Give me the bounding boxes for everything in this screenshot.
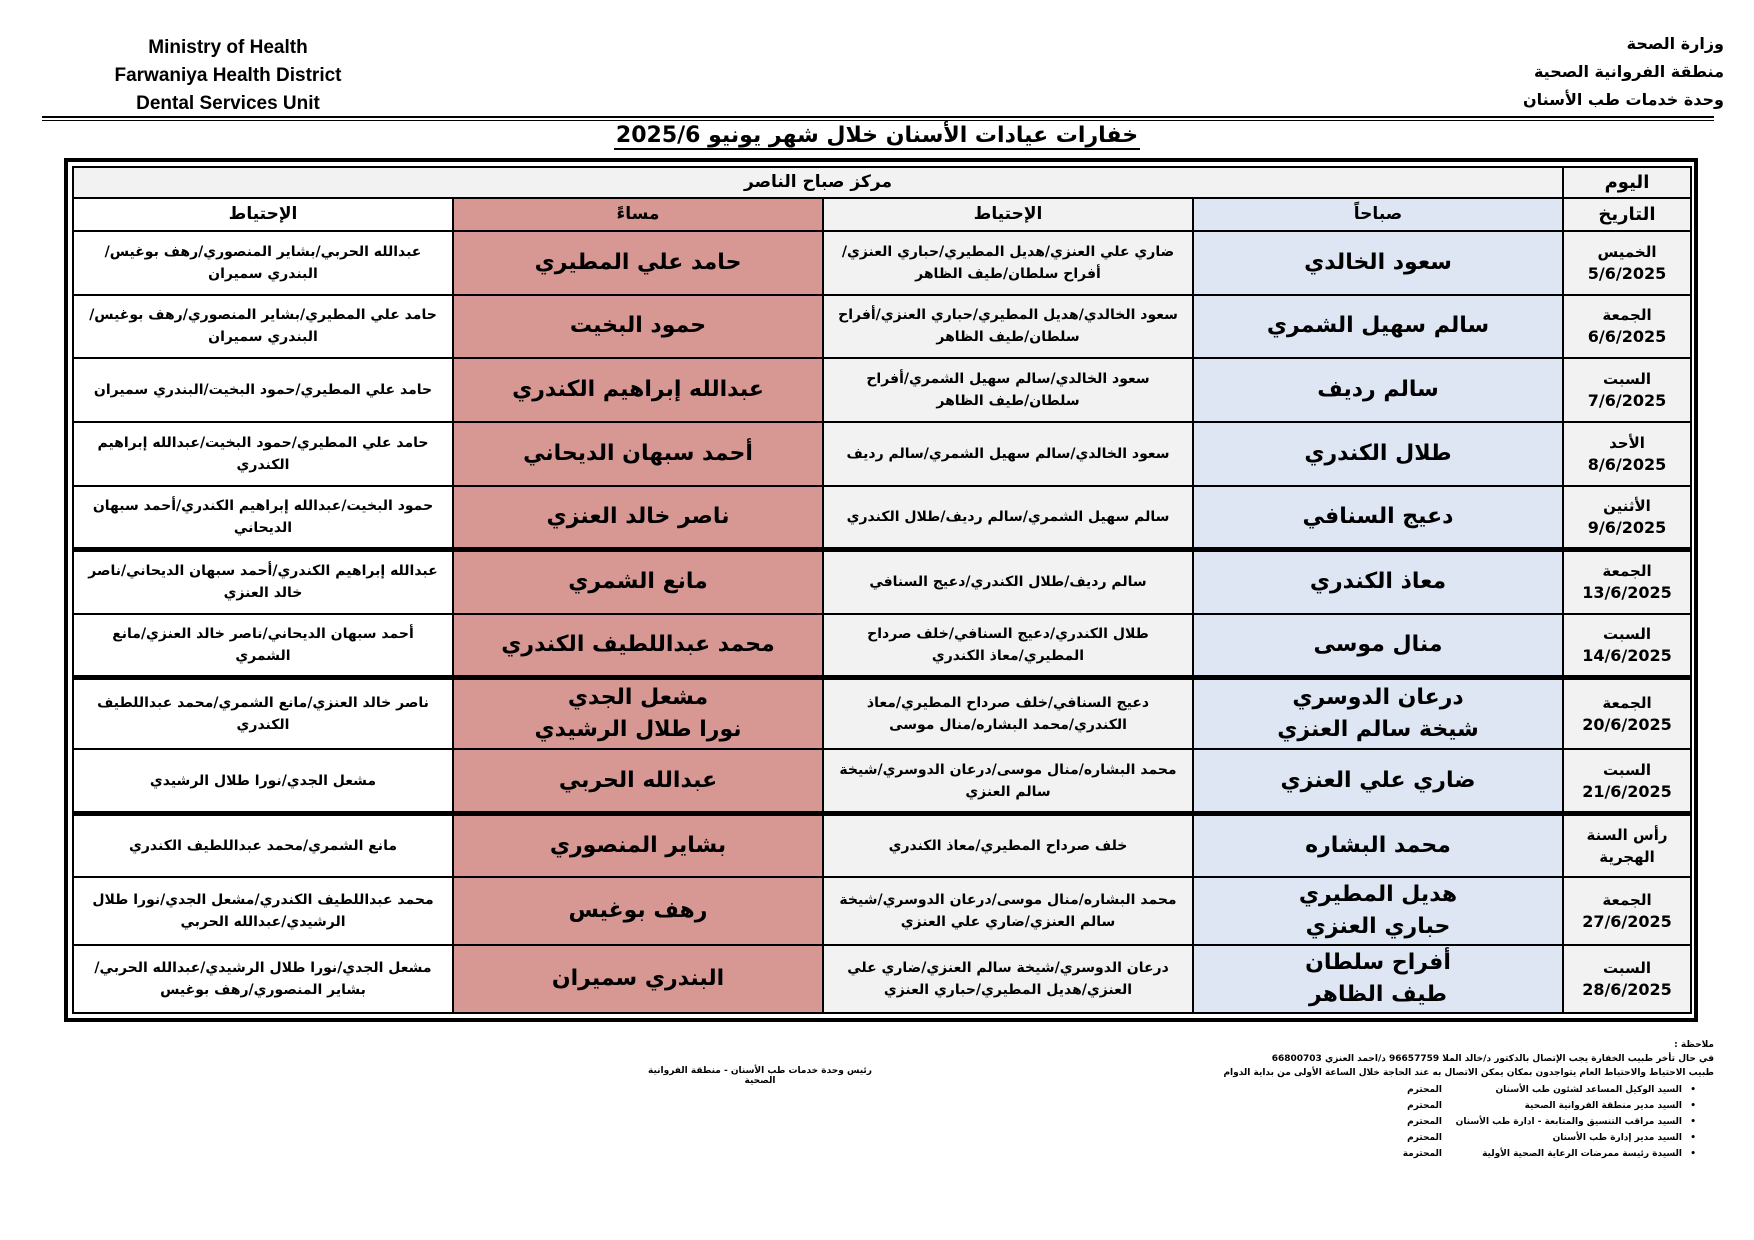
- cc-recipient: السيدة رئيسة ممرضات الرعاية الصحية الأولية: [1482, 1149, 1682, 1159]
- evening-doctor-cell: [453, 422, 823, 486]
- day-name: الجمعة: [1602, 562, 1652, 581]
- reserve-morning-cell: خلف صرداح المطيري/معاذ الكندري: [823, 813, 1193, 877]
- reserve-morning-cell: طلال الكندري/دعيج السنافي/خلف صرداح المطيري/معاذ الكندري: [823, 614, 1193, 678]
- reserve-morning-cell: سالم سهيل الشمري/سالم رديف/طلال الكندري: [823, 486, 1193, 550]
- reserve-evening-cell: مشعل الجدي/نورا طلال الرشيدي/عبدالله الحربي/بشاير المنصوري/رهف بوغيس: [73, 945, 453, 1013]
- day-name: الأحد: [1609, 434, 1645, 453]
- day-cell: [1563, 422, 1691, 486]
- morning-doctor-cell: [1193, 486, 1563, 550]
- day-cell: [1563, 358, 1691, 422]
- english-header: [108, 34, 348, 118]
- page-title-text: خفارات عيادات الأسنان خلال شهر يونيو 2025/6: [615, 123, 1139, 148]
- reserve-morning-cell: ضاري علي العنزي/هديل المطيري/حباري العنزي/أفراح سلطان/طيف الظاهر: [823, 231, 1193, 295]
- date-value: 20/6/2025: [1582, 715, 1672, 735]
- date-value: 28/6/2025: [1582, 979, 1672, 999]
- morning-doctor-name: حباري العنزي: [1305, 913, 1451, 939]
- date-value: 13/6/2025: [1582, 583, 1672, 603]
- morning-doctor-cell: [1193, 550, 1563, 614]
- cc-honorific: المحترمة: [1402, 1149, 1442, 1159]
- schedule-row: [73, 358, 1691, 422]
- day-cell: [1563, 550, 1691, 614]
- notes-line-2: طبيب الاحتياط والاحتياط العام يتواجدون بمكان يمكن الاتصال به عند الحاجة خلال الساعة الأولى من بداية الدوام: [1223, 1068, 1714, 1078]
- day-cell: [1563, 677, 1691, 749]
- day-name: الجمعة: [1602, 306, 1652, 325]
- bullet-icon: •: [1690, 1133, 1696, 1143]
- reserve-evening-cell: مشعل الجدي/نورا طلال الرشيدي: [73, 749, 453, 813]
- day-name: الجمعة: [1602, 694, 1652, 713]
- cc-item: [1214, 1098, 1696, 1114]
- day-cell: [1563, 813, 1691, 877]
- cc-honorific: المحترم: [1407, 1117, 1442, 1127]
- schedule-row: [73, 877, 1691, 945]
- evening-doctor-name: ناصر خالد العنزي: [546, 504, 730, 530]
- schedule-row: [73, 486, 1691, 550]
- evening-doctor-name: بشاير المنصوري: [549, 832, 727, 858]
- reserve-evening-cell: عبدالله إبراهيم الكندري/أحمد سبهان الديحاني/ناصر خالد العنزي: [73, 550, 453, 614]
- morning-doctor-cell: [1193, 614, 1563, 678]
- reserve-morning-cell: دعيج السنافي/خلف صرداح المطيري/معاذ الكندري/محمد البشاره/منال موسى: [823, 677, 1193, 749]
- cc-recipient: السيد مدير إدارة طب الأسنان: [1552, 1133, 1682, 1143]
- cc-item: [1214, 1114, 1696, 1130]
- morning-doctor-cell: [1193, 877, 1563, 945]
- duty-schedule-table: [72, 166, 1692, 1014]
- cc-recipient: السيد الوكيل المساعد لشئون طب الأسنان: [1495, 1085, 1682, 1095]
- cc-honorific: المحترم: [1407, 1101, 1442, 1111]
- date-value: 21/6/2025: [1582, 781, 1672, 801]
- evening-header: مساءً: [453, 198, 823, 231]
- evening-doctor-cell: [453, 749, 823, 813]
- date-value: 14/6/2025: [1582, 645, 1672, 665]
- schedule-body: [73, 167, 1691, 1013]
- date-value: 7/6/2025: [1587, 391, 1667, 411]
- notes-label: ملاحظة :: [1674, 1040, 1714, 1050]
- reserve-evening-cell: حامد علي المطيري/حمود البخيت/عبدالله إبراهيم الكندري: [73, 422, 453, 486]
- evening-doctor-name: حامد علي المطيري: [534, 249, 742, 275]
- morning-doctor-cell: [1193, 945, 1563, 1013]
- morning-doctor-name: طيف الظاهر: [1309, 981, 1447, 1007]
- reserve-evening-cell: أحمد سبهان الديحاني/ناصر خالد العنزي/مانع الشمري: [73, 614, 453, 678]
- schedule-row: [73, 677, 1691, 749]
- evening-doctor-cell: [453, 231, 823, 295]
- evening-doctor-name: عبدالله إبراهيم الكندري: [512, 377, 764, 403]
- unit-head-signature: رئيس وحدة خدمات طب الأسنان - منطقة الفروانية الصحية: [648, 1066, 872, 1086]
- bullet-icon: •: [1690, 1149, 1696, 1159]
- day-name: الأثنين: [1603, 497, 1651, 516]
- cc-honorific: المحترم: [1407, 1085, 1442, 1095]
- day-name: الخميس: [1597, 242, 1657, 261]
- morning-doctor-name: معاذ الكندري: [1309, 569, 1447, 595]
- bullet-icon: •: [1690, 1101, 1696, 1111]
- schedule-row: [73, 813, 1691, 877]
- evening-doctor-cell: [453, 614, 823, 678]
- evening-doctor-cell: [453, 486, 823, 550]
- evening-doctor-name: محمد عبداللطيف الكندري: [501, 631, 775, 657]
- day-cell: [1563, 295, 1691, 359]
- schedule-row: [73, 945, 1691, 1013]
- cc-list: [1214, 1082, 1696, 1162]
- reserve-evening-cell: ناصر خالد العنزي/مانع الشمري/محمد عبداللطيف الكندري: [73, 677, 453, 749]
- reserve-evening-cell: محمد عبداللطيف الكندري/مشعل الجدي/نورا طلال الرشيدي/عبدالله الحربي: [73, 877, 453, 945]
- reserve-morning-cell: درعان الدوسري/شيخة سالم العنزي/ضاري علي العنزي/هديل المطيري/حباري العنزي: [823, 945, 1193, 1013]
- evening-doctor-name: البندري سميران: [551, 965, 725, 991]
- evening-doctor-name: عبدالله الحربي: [558, 767, 718, 793]
- cc-item: [1214, 1082, 1696, 1098]
- schedule-row: [73, 422, 1691, 486]
- day-header: اليوم: [1563, 167, 1691, 198]
- arabic-header: [1404, 30, 1724, 114]
- evening-doctor-cell: [453, 550, 823, 614]
- unit-ar: وحدة خدمات طب الأسنان: [1523, 90, 1724, 109]
- cc-recipient: السيد مدير منطقة الفروانية الصحية: [1524, 1101, 1682, 1111]
- cc-item: [1214, 1146, 1696, 1162]
- reserve-morning-cell: سعود الخالدي/سالم سهيل الشمري/أفراح سلطان/طيف الظاهر: [823, 358, 1193, 422]
- evening-doctor-cell: [453, 295, 823, 359]
- morning-doctor-cell: [1193, 422, 1563, 486]
- day-name: الجمعة: [1602, 890, 1652, 909]
- date-header: التاريخ: [1563, 198, 1691, 231]
- day-name: رأس السنة الهجرية: [1586, 825, 1668, 866]
- date-value: 5/6/2025: [1587, 263, 1667, 283]
- morning-doctor-name: دعيج السنافي: [1302, 504, 1454, 530]
- evening-doctor-name: حمود البخيت: [569, 313, 707, 339]
- reserve-morning-cell: سالم رديف/طلال الكندري/دعيج السنافي: [823, 550, 1193, 614]
- evening-doctor-name: مشعل الجدي: [567, 685, 709, 711]
- day-name: السبت: [1602, 958, 1652, 977]
- morning-doctor-name: طلال الكندري: [1304, 441, 1452, 467]
- bullet-icon: •: [1690, 1117, 1696, 1127]
- schedule-row: [73, 550, 1691, 614]
- day-cell: [1563, 945, 1691, 1013]
- reserve-morning-cell: محمد البشاره/منال موسى/درعان الدوسري/شيخة سالم العنزي: [823, 749, 1193, 813]
- morning-doctor-name: أفراح سلطان: [1305, 949, 1451, 975]
- reserve-evening-cell: حمود البخيت/عبدالله إبراهيم الكندري/أحمد سبهان الديحاني: [73, 486, 453, 550]
- morning-doctor-cell: [1193, 813, 1563, 877]
- evening-doctor-cell: [453, 945, 823, 1013]
- reserve-evening-cell: عبدالله الحربي/بشاير المنصوري/رهف بوغيس/البندري سميران: [73, 231, 453, 295]
- date-value: 8/6/2025: [1587, 455, 1667, 475]
- district-en: Farwaniya Health District: [114, 65, 342, 86]
- schedule-row: [73, 231, 1691, 295]
- evening-doctor-cell: [453, 358, 823, 422]
- reserve-evening-header: الإحتياط: [73, 198, 453, 231]
- morning-doctor-name: سالم رديف: [1317, 377, 1439, 403]
- morning-doctor-name: منال موسى: [1313, 631, 1443, 657]
- bullet-icon: •: [1690, 1085, 1696, 1095]
- page-title: [0, 120, 1754, 152]
- schedule-frame: [64, 158, 1698, 1022]
- day-cell: [1563, 231, 1691, 295]
- schedule-row: [73, 749, 1691, 813]
- day-cell: [1563, 614, 1691, 678]
- day-cell: [1563, 486, 1691, 550]
- reserve-morning-cell: سعود الخالدي/سالم سهيل الشمري/سالم رديف: [823, 422, 1193, 486]
- morning-doctor-cell: [1193, 295, 1563, 359]
- district-ar: منطقة الفروانية الصحية: [1533, 62, 1724, 81]
- morning-doctor-name: ضاري علي العنزي: [1280, 767, 1476, 793]
- morning-doctor-cell: [1193, 749, 1563, 813]
- header-row-center: [73, 167, 1691, 198]
- morning-doctor-name: درعان الدوسري: [1292, 685, 1464, 711]
- evening-doctor-cell: [453, 877, 823, 945]
- notes-line-1: في حال تأخر طبيب الخفارة يجب الإتصال بالدكتور د/خالد الملا 96657759 د/احمد العنزي 66800703: [1271, 1054, 1714, 1064]
- cc-honorific: المحترم: [1407, 1133, 1442, 1143]
- reserve-evening-cell: مانع الشمري/محمد عبداللطيف الكندري: [73, 813, 453, 877]
- morning-header: صباحاً: [1193, 198, 1563, 231]
- reserve-morning-header: الإحتياط: [823, 198, 1193, 231]
- notes-block: [1214, 1038, 1714, 1162]
- date-value: 27/6/2025: [1582, 911, 1672, 931]
- morning-doctor-cell: [1193, 358, 1563, 422]
- date-value: 6/6/2025: [1587, 327, 1667, 347]
- evening-doctor-name: أحمد سبهان الديحاني: [523, 441, 753, 467]
- day-name: السبت: [1602, 624, 1652, 643]
- evening-doctor-name: مانع الشمري: [568, 569, 708, 595]
- morning-doctor-name: هديل المطيري: [1298, 881, 1458, 907]
- morning-doctor-cell: [1193, 231, 1563, 295]
- evening-doctor-cell: [453, 813, 823, 877]
- reserve-evening-cell: حامد علي المطيري/بشاير المنصوري/رهف بوغيس/البندري سميران: [73, 295, 453, 359]
- header-rule: [42, 116, 1714, 118]
- schedule-row: [73, 614, 1691, 678]
- day-name: السبت: [1602, 760, 1652, 779]
- cc-recipient: السيد مراقب التنسيق والمتابعة - ادارة طب الأسنان: [1455, 1117, 1682, 1127]
- center-name: مركز صباح الناصر: [73, 167, 1563, 198]
- schedule-row: [73, 295, 1691, 359]
- day-cell: [1563, 749, 1691, 813]
- header-row-columns: [73, 198, 1691, 231]
- morning-doctor-cell: [1193, 677, 1563, 749]
- evening-doctor-name: رهف بوغيس: [568, 897, 708, 923]
- evening-doctor-cell: [453, 677, 823, 749]
- reserve-evening-cell: حامد علي المطيري/حمود البخيت/البندري سميران: [73, 358, 453, 422]
- morning-doctor-name: سالم سهيل الشمري: [1266, 313, 1490, 339]
- ministry-en: Ministry of Health: [148, 37, 308, 58]
- evening-doctor-name: نورا طلال الرشيدي: [534, 717, 742, 743]
- day-cell: [1563, 877, 1691, 945]
- morning-doctor-name: شيخة سالم العنزي: [1277, 717, 1479, 743]
- unit-en: Dental Services Unit: [136, 93, 320, 114]
- morning-doctor-name: سعود الخالدي: [1304, 249, 1452, 275]
- reserve-morning-cell: محمد البشاره/منال موسى/درعان الدوسري/شيخة سالم العنزي/ضاري علي العنزي: [823, 877, 1193, 945]
- morning-doctor-name: محمد البشاره: [1305, 832, 1451, 858]
- ministry-ar: وزارة الصحة: [1626, 34, 1724, 53]
- day-name: السبت: [1602, 370, 1652, 389]
- date-value: 9/6/2025: [1587, 518, 1667, 538]
- cc-item: [1214, 1130, 1696, 1146]
- reserve-morning-cell: سعود الخالدي/هديل المطيري/حباري العنزي/أفراح سلطان/طيف الظاهر: [823, 295, 1193, 359]
